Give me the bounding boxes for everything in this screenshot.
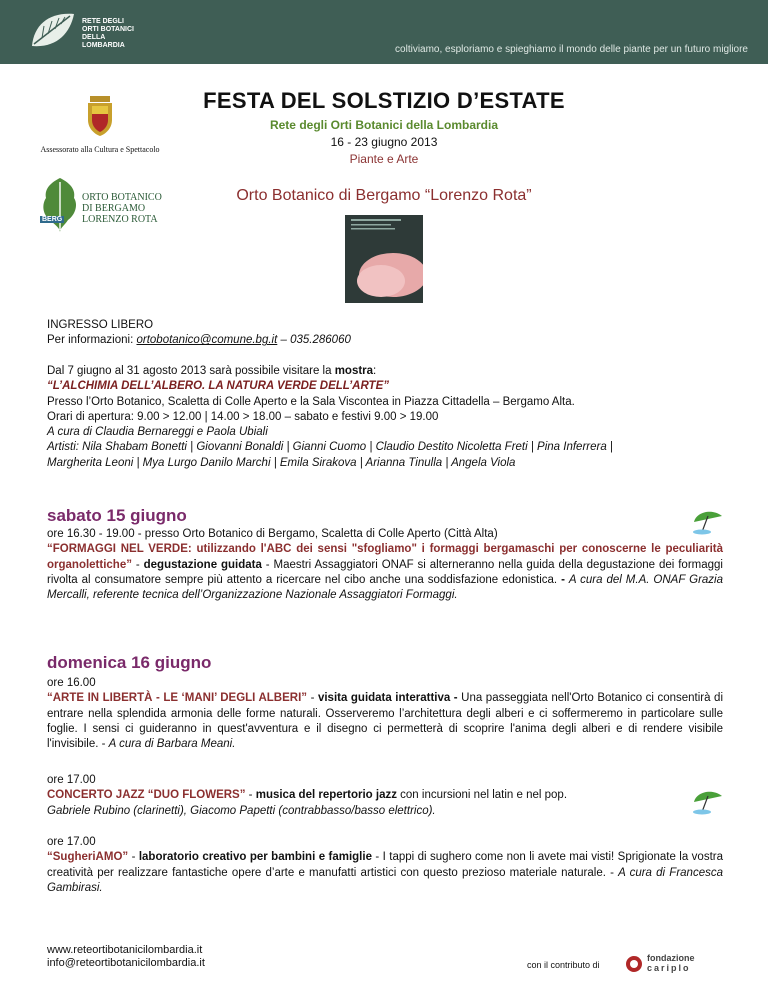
day-heading-saturday: sabato 15 giugno: [47, 506, 187, 525]
orto-botanico-logo: [40, 176, 200, 236]
event-time: ore 16.00: [47, 677, 96, 689]
event-time: ore 17.00: [47, 774, 96, 786]
contact-line: Per informazioni: ortobotanico@comune.bg.it – 035.286060: [47, 334, 351, 347]
event-theme: Piante e Arte: [349, 152, 419, 166]
exhibition-title: “L’ALCHIMIA DELL’ALBERO. LA NATURA VERDE DELL’ARTE”: [47, 380, 390, 393]
event-dates: 16 - 23 giugno 2013: [330, 135, 438, 149]
exhibition-block: Dal 7 giugno al 31 agosto 2013 sarà possibile visitare la mostra: “L’ALCHIMIA DELL’ALBERO. LA NATURA VERDE DELL’ARTE” Presso l’Orto Botanico, Scaletta di Colle Aperto e la Sala Viscontea in Piazza Cittadella – Bergamo Alta. Orari di apertura: 9.00 > 12.00 | 14.00 > 18.00 – sabato e festivi 9.00 > 19.00 A cura di Claudia Bernareggi e Paola Ubiali Artisti: Nila Shabam Bonetti | Giovanni Bonaldi | Gianni Cuomo | Claudio Destito Nicoletta Freti | Pina Inferrera | Margherita Leoni | Mya Lurgo Danilo Marchi | Emila Sirakova | Arianna Tinulla | Angela Viola: [47, 364, 723, 471]
exhibition-artists: Margherita Leoni | Mya Lurgo Danilo Marchi | Emila Sirakova | Arianna Tinulla | Angela Viola: [47, 456, 516, 469]
website-link[interactable]: www.reteortibotanicilombardia.it: [47, 944, 203, 956]
event-subtitle: Rete degli Orti Botanici della Lombardia: [269, 118, 499, 132]
orto-logo-text: ORTO BOTANICO DI BERGAMO LORENZO ROTA: [82, 192, 162, 225]
saturday-event: ore 16.30 - 19.00 - presso Orto Botanico di Bergamo, Scaletta di Colle Aperto (Città Alta) “FORMAGGI NEL VERDE: utilizzando l'ABC dei sensi "sfogliamo" i formaggi bergamaschi per conoscerne le peculiarità organolettiche” - degustazione guidata - Maestri Assaggiatori ONAF si alterneranno nella guida della degustazione dei formaggi rivolta al consumatore sempre più attento a ricercare nel cibo anche una soddisfazione edonistica. - A cura del M.A. ONAF Grazia Mercalli, referente tecnica dell’Organizzazione Nazionale Assaggiatori Formaggi.: [47, 528, 723, 602]
sunday-event-1: ore 16.00 “ARTE IN LIBERTÀ - LE ‘MANI’ DEGLI ALBERI” - visita guidata interattiva - Una passeggiata nell'Orto Botanico ci consentirà di entrare nella splendida armonia delle forme naturali. Osserveremo l’architettura degli alberi e ci soffermeremo in particolare sulle foglie. I sensi ci guideranno in quest'avventura e il disegno ci permetterà di scoprire l'anima degli alberi e di rendere visibile l'invisibile. - A cura di Barbara Meani.: [47, 677, 724, 751]
exhibition-hours: Orari di apertura: 9.00 > 12.00 | 14.00 > 18.00 – sabato e festivi 9.00 > 19.00: [47, 410, 439, 423]
entry-free: INGRESSO LIBERO: [47, 319, 154, 331]
oak-leaf-icon: [40, 176, 80, 234]
comune-logo: [40, 94, 160, 154]
leaf-logo-icon: [28, 6, 78, 56]
info-block: [47, 318, 723, 349]
exhibition-place: Presso l’Orto Botanico, Scaletta di Colle Aperto e la Sala Viscontea in Piazza Cittadella – Bergamo Alta.: [47, 395, 575, 408]
header-tagline: coltiviamo, esploriamo e spieghiamo il mondo delle piante per un futuro migliore: [395, 44, 748, 55]
email-link[interactable]: ortobotanico@comune.bg.it: [136, 334, 278, 347]
exhibition-artists: Artisti: Nila Shabam Bonetti | Giovanni Bonaldi | Gianni Cuomo | Claudio Destito Nicoletta Freti | Pina Inferrera |: [47, 441, 613, 454]
sunday-event-2: ore 17.00 CONCERTO JAZZ “DUO FLOWERS” - musica del repertorio jazz con incursioni nel latin e nel pop. Gabriele Rubino (clarinetti), Giacomo Papetti (contrabbasso/basso elettrico).: [47, 773, 723, 819]
umbrella-icon: [690, 786, 724, 816]
orto-title: Orto Botanico di Bergamo “Lorenzo Rota”: [236, 187, 532, 204]
exhibition-curators: A cura di Claudia Bernareggi e Paola Ubiali: [47, 426, 268, 439]
day-heading-sunday: domenica 16 giugno: [47, 653, 212, 672]
sunday-event-3: ore 17.00 “SugheriAMO” - laboratorio creativo per bambini e famiglie - I tappi di sughero come non li avete mai visti! Sprigionate la vostra creatività per realizzare fantastiche opere d’arte e manufatti artistici con questo prezioso materiale naturale. - A cura di Francesca Gambirasi.: [47, 836, 723, 894]
footer-email-link[interactable]: info@reteortibotanicilombardia.it: [47, 957, 205, 969]
contribution-label: con il contributo di: [527, 960, 600, 970]
footer-contacts: [47, 944, 205, 970]
poster-image: [345, 215, 423, 303]
comune-label: Assessorato alla Cultura e Spettacolo: [40, 145, 160, 154]
event-time: ore 16.30 - 19.00 - presso Orto Botanico di Bergamo, Scaletta di Colle Aperto (Città Alta): [47, 528, 498, 540]
cariplo-mark-icon: [625, 955, 643, 973]
network-name: RETE DEGLI ORTI BOTANICI DELLA LOMBARDIA: [82, 18, 134, 49]
event-time: ore 17.00: [47, 836, 96, 848]
orto-badge: BERG: [42, 216, 63, 223]
fondazione-cariplo-logo: fondazione cariplo: [625, 953, 705, 975]
page-title: FESTA DEL SOLSTIZIO D’ESTATE: [203, 88, 565, 113]
coat-of-arms-icon: [80, 94, 120, 138]
